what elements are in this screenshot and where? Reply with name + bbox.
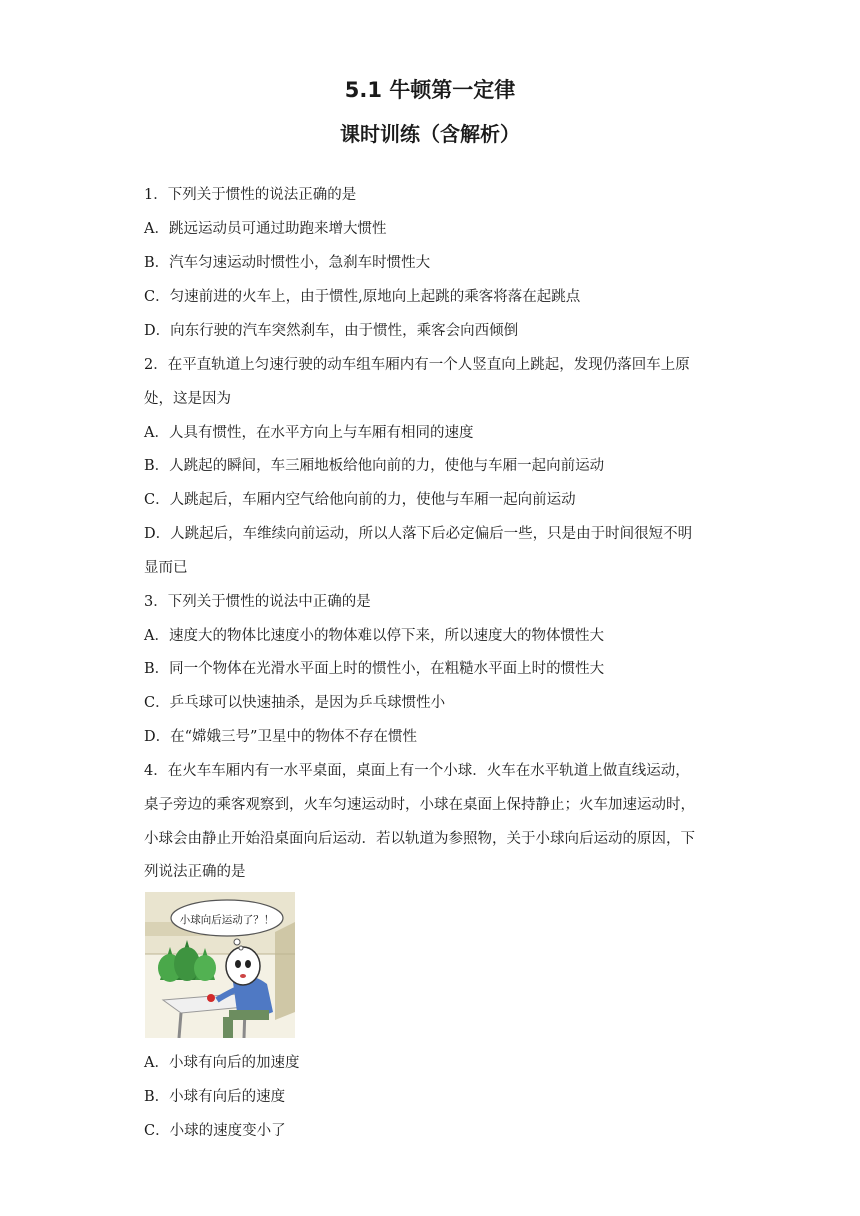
question-4-option-c: C．小球的速度变小了 (144, 1123, 286, 1139)
question-1-option-d: D．向东行驶的汽车突然刹车，由于惯性，乘客会向西倾倒 (144, 323, 519, 339)
question-3-option-b: B．同一个物体在光滑水平面上时的惯性小，在粗糙水平面上时的惯性大 (144, 661, 605, 677)
question-2-stem-line-1: 2．在平直轨道上匀速行驶的动车组车厢内有一个人竖直向上跳起，发现仍落回车上原 (144, 357, 690, 373)
thought-bubble-text: 小球向后运动了？！ (179, 914, 275, 926)
question-4-stem-line-4: 列说法正确的是 (144, 864, 246, 880)
question-4-stem-line-2: 桌子旁边的乘客观察到，火车匀速运动时，小球在桌面上保持静止；火车加速运动时， (144, 797, 695, 813)
question-2-option-d: D．人跳起后，车维续向前运动，所以人落下后必定偏后一些，只是由于时间很短不明 (144, 526, 693, 542)
question-2-option-b: B．人跳起的瞬间，车三厢地板给他向前的力，使他与车厢一起向前运动 (144, 458, 605, 474)
question-3-option-d: D．在“嫦娥三号”卫星中的物体不存在惯性 (144, 729, 417, 745)
question-1-option-a: A．跳远运动员可通过助跑来增大惯性 (144, 221, 387, 237)
question-2-option-a: A．人具有惯性，在水平方向上与车厢有相同的速度 (144, 425, 474, 441)
question-4-stem-line-3: 小球会由静止开始沿桌面向后运动．若以轨道为参照物，关于小球向后运动的原因，下 (144, 831, 695, 847)
question-2-option-c: C．人跳起后，车厢内空气给他向前的力，使他与车厢一起向前运动 (144, 492, 576, 508)
question-3-stem: 3．下列关于惯性的说法中正确的是 (144, 594, 371, 610)
page-subtitle: 课时训练（含解析） (340, 122, 520, 146)
question-2-option-d-cont: 显而已 (144, 560, 188, 576)
question-4-option-a: A．小球有向后的加速度 (144, 1055, 300, 1071)
page-title: 5.1 牛顿第一定律 (344, 78, 516, 102)
question-2-stem-line-2: 处，这是因为 (144, 391, 231, 407)
question-4-stem-line-1: 4．在火车车厢内有一水平桌面，桌面上有一个小球．火车在水平轨道上做直线运动， (144, 763, 690, 779)
question-1-option-b: B．汽车匀速运动时惯性小，急刹车时惯性大 (144, 255, 431, 271)
passenger-cartoon-illustration (145, 892, 295, 1038)
question-4-option-b: B．小球有向后的速度 (144, 1089, 286, 1105)
question-1-stem: 1．下列关于惯性的说法正确的是 (144, 187, 357, 203)
question-1-option-c: C．匀速前进的火车上，由于惯性,原地向上起跳的乘客将落在起跳点 (144, 289, 581, 305)
question-3-option-c: C．乒乓球可以快速抽杀，是因为乒乓球惯性小 (144, 695, 446, 711)
question-3-option-a: A．速度大的物体比速度小的物体难以停下来，所以速度大的物体惯性大 (144, 628, 604, 644)
